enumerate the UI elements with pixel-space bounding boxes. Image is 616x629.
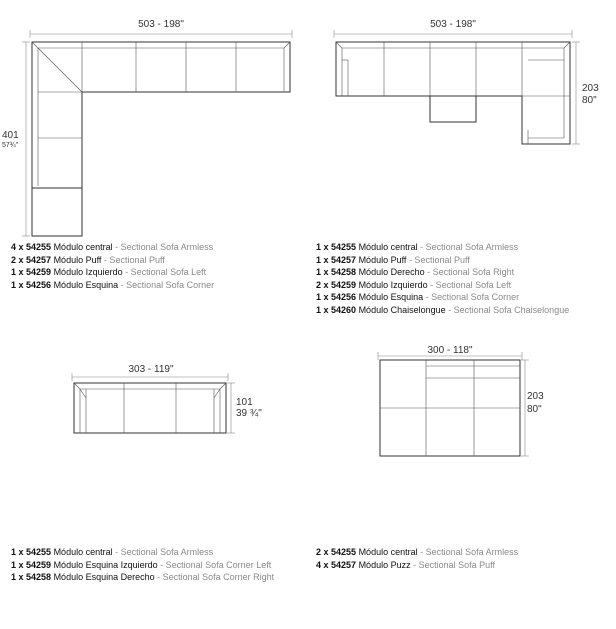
part-name-en: - Sectional Puff [406, 254, 470, 265]
config-1-puff [32, 188, 82, 236]
part-name-es: Módulo central [358, 242, 418, 252]
parts-list-item [11, 571, 274, 584]
part-code: 1 x 54258 [11, 572, 52, 583]
parts-list-item [316, 559, 518, 572]
part-code: 4 x 54257 [316, 559, 357, 570]
part-code: 1 x 54255 [316, 242, 357, 252]
parts-list-item [316, 279, 569, 292]
part-code: 1 x 54256 [316, 292, 357, 303]
config-2-parts-list [316, 241, 569, 317]
config-2-width-label: 503 - 198" [430, 19, 476, 30]
part-name-en: - Sectional Sofa Armless [417, 547, 519, 557]
part-code: 1 x 54258 [316, 267, 357, 278]
config-2-depth-label: 203 [582, 83, 599, 94]
config-3-depth-label: 101 [236, 397, 253, 408]
part-name-en: - Sectional Sofa Armless [417, 242, 519, 252]
part-name-en: - Sectional Sofa Chaiselongue [445, 304, 570, 315]
part-name-en: - Sectional Sofa Armless [112, 242, 214, 252]
part-name-es: Módulo Esquina [358, 292, 424, 303]
config-2-depth-imperial-label: 80" [582, 95, 597, 106]
part-name-en: - Sectional Sofa Corner [423, 292, 520, 303]
part-name-es: Módulo central [53, 242, 113, 252]
config-1-depth-imperial-label: 57¾" [2, 142, 19, 149]
part-name-es: Módulo central [358, 547, 418, 557]
part-name-es: Módulo Esquina Izquierdo [53, 559, 158, 570]
part-code: 1 x 54259 [11, 267, 52, 278]
parts-list-item [11, 241, 214, 254]
part-code: 1 x 54255 [11, 547, 52, 557]
part-code: 2 x 54259 [316, 279, 357, 290]
part-name-en: - Sectional Sofa Left [427, 279, 512, 290]
part-code: 1 x 54259 [11, 559, 52, 570]
parts-list-item [11, 546, 274, 559]
config-1-sofa-outline [32, 42, 290, 188]
part-name-es: Módulo central [53, 547, 113, 557]
part-name-en: - Sectional Sofa Left [122, 267, 207, 278]
part-name-es: Módulo Puff [358, 254, 407, 265]
config-4-parts-list [316, 546, 518, 571]
config-1-width-label: 503 - 198" [138, 19, 184, 30]
part-name-en: - Sectional Puff [101, 254, 165, 265]
config-3-parts-list [11, 546, 274, 584]
parts-list-item [316, 254, 569, 267]
part-code: 2 x 54255 [316, 547, 357, 557]
config-4-depth-label: 203 [527, 391, 544, 402]
part-name-en: - Sectional Sofa Corner Left [157, 559, 272, 570]
part-code: 1 x 54257 [316, 254, 357, 265]
parts-list-item [316, 304, 569, 317]
part-name-es: Módulo Esquina Derecho [53, 572, 155, 583]
parts-list-item [316, 266, 569, 279]
config-2-sofa-outline [336, 42, 570, 144]
parts-list-item [11, 559, 274, 572]
config-2-diagram [334, 19, 599, 144]
part-code: 1 x 54256 [11, 279, 52, 290]
parts-list-item [316, 546, 518, 559]
part-name-en: - Sectional Sofa Armless [112, 547, 214, 557]
config-3-width-label: 303 - 119" [128, 364, 174, 375]
part-code: 1 x 54260 [316, 304, 357, 315]
config-3-depth-imperial-label: 39 ¾" [236, 408, 262, 419]
part-name-en: - Sectional Sofa Right [424, 267, 515, 278]
config-1-diagram [2, 19, 292, 236]
config-1-depth-label: 401 [2, 130, 19, 141]
part-name-es: Módulo Izquierdo [358, 279, 428, 290]
parts-list-item [316, 241, 569, 254]
part-name-es: Módulo Esquina [53, 279, 119, 290]
config-4-depth-imperial-label: 80" [527, 404, 542, 415]
config-2-puff [430, 96, 476, 122]
parts-list-item [11, 279, 214, 292]
config-3-diagram [72, 364, 262, 433]
part-name-en: - Sectional Sofa Corner Right [154, 572, 275, 583]
part-code: 2 x 54257 [11, 254, 52, 265]
part-name-es: Módulo Chaiselongue [358, 304, 446, 315]
config-3-sofa-outline [74, 383, 226, 433]
parts-list-item [316, 291, 569, 304]
config-4-width-label: 300 - 118" [427, 345, 473, 356]
part-name-en: - Sectional Sofa Corner [118, 279, 215, 290]
part-name-es: Módulo Derecho [358, 267, 425, 278]
config-4-diagram [378, 345, 544, 456]
parts-list-item [11, 266, 214, 279]
parts-list-item [11, 254, 214, 267]
part-code: 4 x 54255 [11, 242, 52, 252]
part-name-es: Módulo Puff [53, 254, 102, 265]
part-name-es: Módulo Izquierdo [53, 267, 123, 278]
part-name-es: Módulo Puzz [358, 559, 411, 570]
part-name-en: - Sectional Sofa Puff [410, 559, 495, 570]
config-1-parts-list [11, 241, 214, 291]
